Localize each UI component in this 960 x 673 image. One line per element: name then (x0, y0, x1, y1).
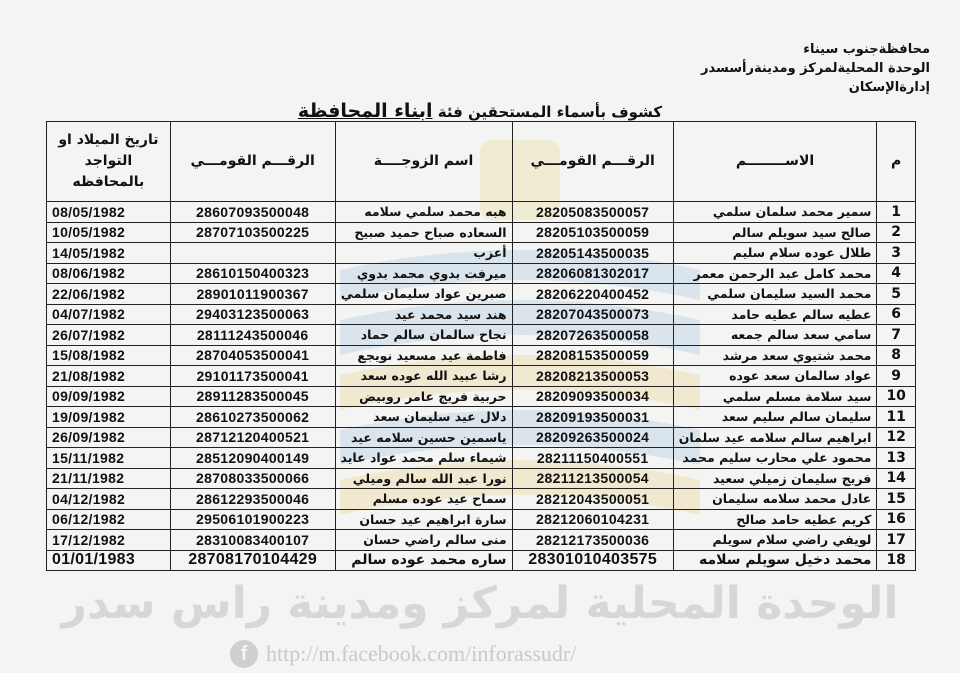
birth-date: 15/11/1982 (47, 448, 171, 469)
applicant-national-id: 28212173500036 (512, 530, 673, 551)
applicant-national-id: 28207043500073 (512, 304, 673, 325)
governorate-line: محافظةجنوب سيناء (803, 42, 930, 57)
applicant-name: سليمان سالم سليم سعد (673, 407, 877, 428)
row-number: 7 (877, 325, 916, 346)
applicant-name: لويفي راضي سلام سويلم (673, 530, 877, 551)
birth-date: 08/05/1982 (47, 202, 171, 223)
wife-name: دلال عيد سليمان سعد (335, 407, 512, 428)
wife-national-id: 28911283500045 (170, 386, 335, 407)
birth-date: 09/09/1982 (47, 386, 171, 407)
row-number: 10 (877, 386, 916, 407)
wife-name: سماح عيد عوده مسلم (335, 489, 512, 510)
applicant-name: عادل محمد سلامه سليمان (673, 489, 877, 510)
table-row (47, 427, 916, 448)
birth-date: 26/07/1982 (47, 325, 171, 346)
row-number: 18 (877, 550, 916, 571)
header-wife-name: اسم الزوجــــة (335, 122, 512, 202)
table-header-row (47, 122, 916, 202)
row-number: 12 (877, 427, 916, 448)
applicant-name: سامي سعد سالم جمعه (673, 325, 877, 346)
wife-national-id: 28512090400149 (170, 448, 335, 469)
table-row (47, 550, 916, 571)
birth-date: 08/06/1982 (47, 263, 171, 284)
table-row (47, 386, 916, 407)
applicant-name: محمد السيد سليمان سلمي (673, 284, 877, 305)
wife-national-id: 28712120400521 (170, 427, 335, 448)
wife-national-id (170, 243, 335, 264)
header-national-id: الرقـــم القومـــي (512, 122, 673, 202)
department-line: إدارةالإسكان (848, 80, 930, 95)
birth-date: 21/08/1982 (47, 366, 171, 387)
wife-national-id: 28708170104429 (170, 550, 335, 571)
watermark-link (230, 640, 576, 668)
header-birth-date: تاريخ الميلاد او التواجد بالمحافظه (47, 122, 171, 202)
beneficiaries-table (46, 121, 916, 571)
wife-name: شيماء سلم محمد عواد عايد (335, 448, 512, 469)
table-row (47, 202, 916, 223)
wife-name: هند سيد محمد عيد (335, 304, 512, 325)
applicant-name: صالح سيد سويلم سالم (673, 222, 877, 243)
wife-national-id: 28707103500225 (170, 222, 335, 243)
row-number: 14 (877, 468, 916, 489)
title-prefix: كشوف بأسماء المستحقين فئة (437, 103, 663, 121)
wife-national-id: 29101173500041 (170, 366, 335, 387)
applicant-name: سيد سلامة مسلم سلمي (673, 386, 877, 407)
applicant-national-id: 28209193500031 (512, 407, 673, 428)
wife-national-id: 28310083400107 (170, 530, 335, 551)
applicant-national-id: 28207263500058 (512, 325, 673, 346)
applicant-name: سمير محمد سلمان سلمي (673, 202, 877, 223)
applicant-name: عطيه سالم عطيه حامد (673, 304, 877, 325)
row-number: 17 (877, 530, 916, 551)
header-name: الاســــــــم (673, 122, 877, 202)
birth-date: 17/12/1982 (47, 530, 171, 551)
table-row (47, 489, 916, 510)
table-row (47, 263, 916, 284)
applicant-name: كريم عطيه حامد صالح (673, 509, 877, 530)
row-number: 6 (877, 304, 916, 325)
wife-name: حربية فريج عامر روبيض (335, 386, 512, 407)
row-number: 5 (877, 284, 916, 305)
wife-national-id: 28612293500046 (170, 489, 335, 510)
wife-national-id: 29403123500063 (170, 304, 335, 325)
organization-header (701, 40, 930, 97)
table-row (47, 468, 916, 489)
applicant-national-id: 28205083500057 (512, 202, 673, 223)
applicant-national-id: 28206220400452 (512, 284, 673, 305)
applicant-national-id: 28206081302017 (512, 263, 673, 284)
applicant-name: عواد سالمان سعد عوده (673, 366, 877, 387)
table-row (47, 448, 916, 469)
header-wife-national-id: الرقـــم القومـــي (170, 122, 335, 202)
table-row (47, 366, 916, 387)
wife-name: أعزب (335, 243, 512, 264)
row-number: 3 (877, 243, 916, 264)
wife-name: السعاده صباح حميد صبيح (335, 222, 512, 243)
applicant-name: محمد كامل عبد الرحمن معمر (673, 263, 877, 284)
wife-name: ياسمين حسين سلامه عيد (335, 427, 512, 448)
applicant-national-id: 28205143500035 (512, 243, 673, 264)
row-number: 15 (877, 489, 916, 510)
wife-name: فاطمة عيد مسعيد نويجع (335, 345, 512, 366)
birth-date: 19/09/1982 (47, 407, 171, 428)
applicant-national-id: 28208213500053 (512, 366, 673, 387)
table-row (47, 284, 916, 305)
header-num: م (877, 122, 916, 202)
wife-national-id: 28610273500062 (170, 407, 335, 428)
applicant-name: محمد دخيل سويلم سلامه (673, 550, 877, 571)
facebook-icon: f (230, 640, 258, 668)
wife-national-id: 28610150400323 (170, 263, 335, 284)
row-number: 8 (877, 345, 916, 366)
table-row (47, 325, 916, 346)
wife-name: صبرين عواد سليمان سلمي (335, 284, 512, 305)
wife-name: ساره محمد عوده سالم (335, 550, 512, 571)
table-row (47, 530, 916, 551)
wife-national-id: 28708033500066 (170, 468, 335, 489)
applicant-national-id: 28301010403575 (512, 550, 673, 571)
wife-name: نورا عبد الله سالم وميلي (335, 468, 512, 489)
title-emphasis: ابناء المحافظة (297, 100, 433, 122)
local-unit-line: الوحدة المحليةلمركز ومدينةرأسسدر (701, 61, 930, 76)
applicant-name: محمود علي محارب سليم محمد (673, 448, 877, 469)
row-number: 1 (877, 202, 916, 223)
applicant-national-id: 28208153500059 (512, 345, 673, 366)
wife-name: منى سالم راضي حسان (335, 530, 512, 551)
table-row (47, 222, 916, 243)
row-number: 2 (877, 222, 916, 243)
table-row (47, 304, 916, 325)
watermark-url: http://m.facebook.com/inforassudr/ (266, 641, 577, 666)
row-number: 4 (877, 263, 916, 284)
applicant-name: طلال عوده سلام سليم (673, 243, 877, 264)
applicant-name: محمد شتيوي سعد مرشد (673, 345, 877, 366)
table-row (47, 345, 916, 366)
table-row (47, 407, 916, 428)
applicant-national-id: 28209093500034 (512, 386, 673, 407)
row-number: 16 (877, 509, 916, 530)
wife-national-id: 28607093500048 (170, 202, 335, 223)
watermark-text: الوحدة المحلية لمركز ومدينة راس سدر (61, 578, 899, 629)
table-row (47, 243, 916, 264)
applicant-national-id: 28212043500051 (512, 489, 673, 510)
wife-name: هبه محمد سلمي سلامه (335, 202, 512, 223)
applicant-national-id: 28211150400551 (512, 448, 673, 469)
applicant-national-id: 28205103500059 (512, 222, 673, 243)
applicant-national-id: 28211213500054 (512, 468, 673, 489)
wife-name: سارة ابراهيم عيد حسان (335, 509, 512, 530)
row-number: 13 (877, 448, 916, 469)
wife-national-id: 28704053500041 (170, 345, 335, 366)
birth-date: 22/06/1982 (47, 284, 171, 305)
table-row (47, 509, 916, 530)
applicant-name: فريج سليمان زميلي سعيد (673, 468, 877, 489)
birth-date: 04/12/1982 (47, 489, 171, 510)
document-title (0, 100, 960, 122)
applicant-national-id: 28212060104231 (512, 509, 673, 530)
wife-national-id: 29506101900223 (170, 509, 335, 530)
wife-name: ميرفت بدوي محمد بدوي (335, 263, 512, 284)
birth-date: 10/05/1982 (47, 222, 171, 243)
wife-name: نجاح سالمان سالم حماد (335, 325, 512, 346)
row-number: 11 (877, 407, 916, 428)
birth-date: 26/09/1982 (47, 427, 171, 448)
birth-date: 04/07/1982 (47, 304, 171, 325)
birth-date: 01/01/1983 (47, 550, 171, 571)
birth-date: 15/08/1982 (47, 345, 171, 366)
wife-national-id: 28111243500046 (170, 325, 335, 346)
birth-date: 21/11/1982 (47, 468, 171, 489)
applicant-name: ابراهيم سالم سلامه عيد سلمان (673, 427, 877, 448)
birth-date: 14/05/1982 (47, 243, 171, 264)
wife-name: رشا عبيد الله عوده سعد (335, 366, 512, 387)
row-number: 9 (877, 366, 916, 387)
applicant-national-id: 28209263500024 (512, 427, 673, 448)
wife-national-id: 28901011900367 (170, 284, 335, 305)
birth-date: 06/12/1982 (47, 509, 171, 530)
